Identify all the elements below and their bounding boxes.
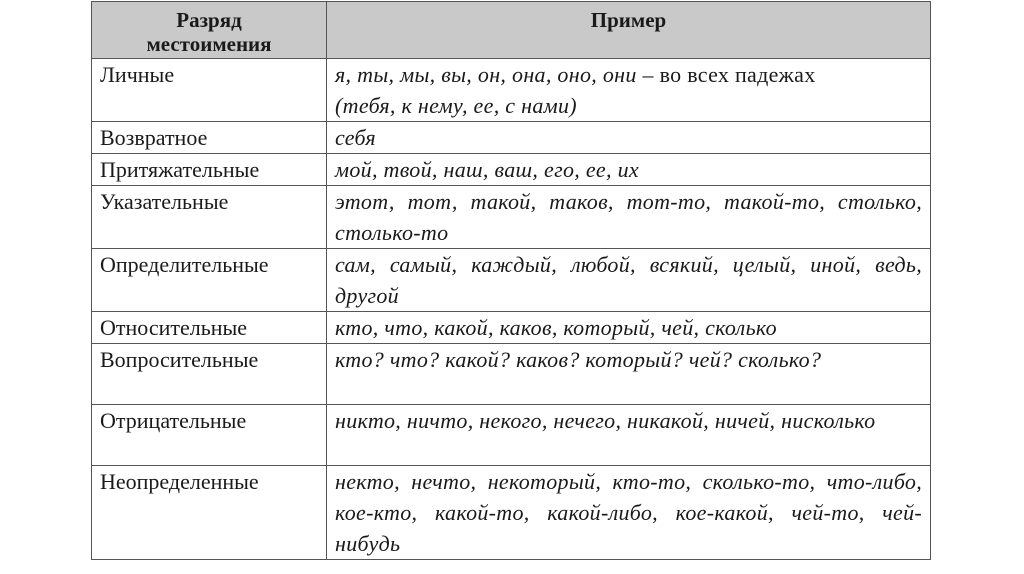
table-header-row [92,2,931,59]
header-category-line2: местоимения [146,32,272,56]
table-row [92,405,931,466]
example-plain: – во всех падежах [636,62,816,87]
example-cell: сам, самый, каждый, любой, всякий, целый, иной, ведь, другой [327,249,931,312]
category-cell: Притяжательные [92,154,327,186]
table-row [92,344,931,405]
category-cell: Неопределенные [92,466,327,560]
category-cell: Личные [92,59,327,122]
example-cell: себя [327,122,931,154]
category-cell: Указательные [92,186,327,249]
example-tail: (тебя, к нему, ее, с нами) [335,93,577,118]
example-cell: кто, что, какой, каков, который, чей, сколько [327,312,931,344]
table-row [92,249,931,312]
table-row [92,154,931,186]
header-example: Пример [327,2,931,59]
pronoun-categories-table [91,1,931,560]
example-cell: этот, тот, такой, таков, тот-то, такой-то, столько, столько-то [327,186,931,249]
example-cell: кто? что? какой? каков? который? чей? сколько? [327,344,931,405]
table-row [92,122,931,154]
table-row [92,312,931,344]
category-cell: Относительные [92,312,327,344]
example-cell [327,59,931,122]
table-row [92,466,931,560]
table-row [92,59,931,122]
category-cell: Отрицательные [92,405,327,466]
header-category-line1: Разряд [176,8,242,32]
example-cell: мой, твой, наш, ваш, его, ее, их [327,154,931,186]
category-cell: Определительные [92,249,327,312]
example-italic: я, ты, мы, вы, он, она, оно, они [335,62,637,87]
example-cell: никто, ничто, некого, нечего, никакой, ничей, нисколько [327,405,931,466]
category-cell: Возвратное [92,122,327,154]
header-category [92,2,327,59]
example-cell: некто, нечто, некоторый, кто-то, сколько-то, что-либо, кое-кто, какой-то, какой-либо, кое-какой, чей-то, чей-нибудь [327,466,931,560]
table-row [92,186,931,249]
category-cell: Вопросительные [92,344,327,405]
